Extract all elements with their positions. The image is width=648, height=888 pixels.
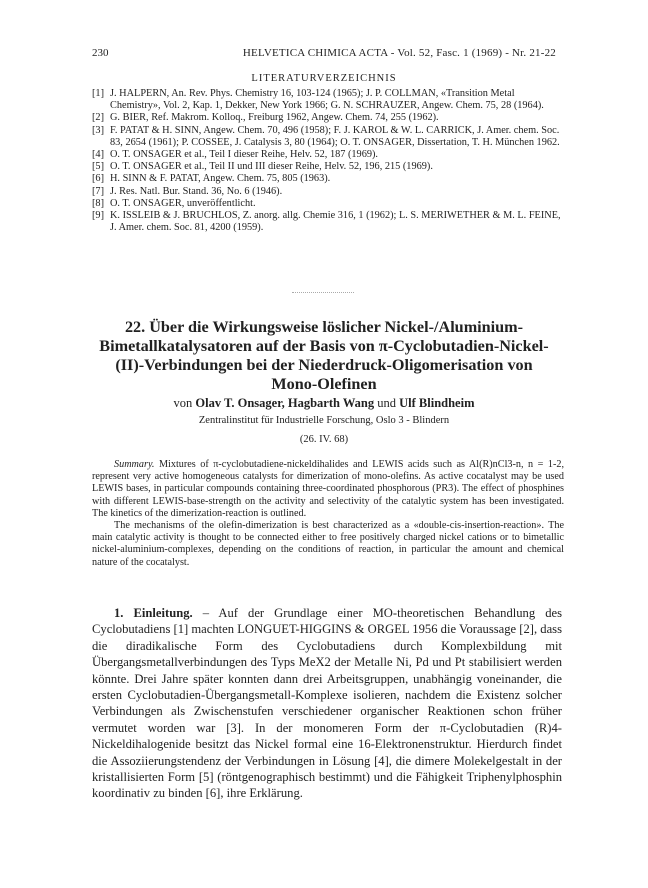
reference-number: [8] (92, 197, 105, 209)
reference-number: [2] (92, 112, 105, 124)
reference-text: O. T. ONSAGER, unveröffentlicht. (110, 197, 256, 209)
reference-item (92, 88, 562, 112)
reference-number: [5] (92, 161, 105, 173)
affiliation: Zentralinstitut für Industrielle Forschung, Oslo 3 - Blindern (198, 415, 450, 426)
reference-number: [9] (92, 210, 105, 222)
reference-item (92, 112, 562, 124)
article-title: 22. Über die Wirkungsweise löslicher Nickel-/Aluminium-Bimetallkatalysatoren auf der Basis von π-Cyclobutadien-Nickel-(II)-Verbindungen bei der Niederdruck-Oligomerisation von Mono-Olefinen (99, 318, 549, 393)
reference-number: [3] (92, 124, 105, 136)
reference-text: G. BIER, Ref. Makrom. Kolloq., Freiburg 1962, Angew. Chem. 74, 255 (1962). (110, 112, 439, 124)
reference-text: J. HALPERN, An. Rev. Phys. Chemistry 16, 103-124 (1965); J. P. COLLMAN, «Transition Metal Chemistry», Vol. 2, Kap. 1, Dekker, New York 1966; G. N. SCHRAUZER, Angew. Chem. 75, 28 (1964). (110, 88, 544, 112)
reference-item (92, 173, 562, 185)
summary-label: Summary. (114, 459, 155, 470)
reference-item (92, 198, 562, 210)
summary-text: Mixtures of π-cyclobutadiene-nickeldihalides and LEWIS acids such as Al(R)nCl3-n, n = 1-2, represent very active homogeneous catalysts for dimerization of mono-olefins. As active cocatalyst may be used LEWIS bases, in particular compounds containing three-coordinated phosphorous (PR3). The effect of phosphines with different LEWIS-base-strength on the activity and selectivity of the catalytic system has been investigated. The kinetics of the dimerization-reaction is outlined. (92, 459, 564, 519)
journal-header: HELVETICA CHIMICA ACTA - Vol. 52, Fasc. 1 (1969) - Nr. 21-22 (242, 47, 556, 59)
body-paragraph (92, 605, 562, 802)
received-date: (26. IV. 68) (299, 434, 349, 445)
reference-text: H. SINN & F. PATAT, Angew. Chem. 75, 805 (1963). (110, 173, 331, 185)
byline-prefix: von (173, 396, 193, 410)
section-divider (292, 292, 354, 294)
author-last: Ulf Blindheim (399, 396, 475, 410)
author-line (92, 396, 556, 411)
summary-paragraph: The mechanisms of the olefin-dimerization is best characterized as a «double-cis-insertion-reaction». The main catalytic activity is thought to be connected either to free positively charged nickel cations or to bimetallic nickel-aluminium-complexes, depending on the conditions of reaction, in particular the amount and chemical nature of the cocatalyst. (92, 520, 564, 568)
reference-text: O. T. ONSAGER et al., Teil I dieser Reihe, Helv. 52, 187 (1969). (110, 149, 378, 161)
reference-text: F. PATAT & H. SINN, Angew. Chem. 70, 496 (1958); F. J. KAROL & W. L. CARRICK, J. Amer. chem. Soc. 83, 2654 (1961); P. COSSEE, J. Catalysis 3, 80 (1964); O. T. ONSAGER, Dissertation, T. H. München 1962. (110, 124, 560, 148)
reference-text: J. Res. Natl. Bur. Stand. 36, No. 6 (1946). (110, 185, 283, 197)
reference-text: O. T. ONSAGER et al., Teil II und III dieser Reihe, Helv. 52, 196, 215 (1969). (110, 161, 433, 173)
references-title: LITERATURVERZEICHNIS (251, 73, 397, 84)
author-names: Olav T. Onsager, Hagbarth Wang (195, 396, 375, 410)
reference-number: [6] (92, 173, 105, 185)
reference-item (92, 210, 562, 234)
reference-item (92, 125, 562, 149)
byline-and: und (377, 396, 396, 410)
reference-number: [4] (92, 149, 105, 161)
reference-item (92, 149, 562, 161)
reference-text: K. ISSLEIB & J. BRUCHLOS, Z. anorg. allg. Chemie 316, 1 (1962); L. S. MERIWETHER & M. L. FEINE, J. Amer. chem. Soc. 81, 4200 (1959). (110, 210, 561, 234)
reference-list (92, 88, 562, 234)
summary (92, 459, 564, 569)
summary-paragraph (92, 459, 564, 520)
section-heading: 1. Einleitung. (114, 606, 193, 620)
page-number: 230 (92, 47, 109, 59)
introduction-section (92, 605, 562, 802)
reference-item (92, 186, 562, 198)
body-text: – Auf der Grundlage einer MO-theoretischen Behandlung des Cyclobutadiens [1] machten LONGUET-HIGGINS & ORGEL 1956 die Voraussage [2], dass die diradikalische Form des Cyclobutadiens durch Komplexbildung mit Übergangsmetallverbindungen des Typs MeX2 der Metalle Ni, Pd und Pt stabilisiert werden könnte. Drei Jahre später konnten dann drei Arbeitsgruppen, unabhängig voneinander, die ersten Cyclobutadien-Übergangsmetall-Komplexe isolieren, nachdem die Existenz solcher Verbindungen als Zwischenstufen verschiedener organischer Reaktionen schon früher vermutet worden war [3]. In der monomeren Form der π-Cyclobutadien (R)4-Nickeldihalogenide besitzt das Nickel formal eine 16-Elektronenstruktur. Hierdurch findet die Assoziierungstendenz der Verbindungen in Lösung [4], die dimere Molekelgestalt in der kristallisierten Form [5] (röntgenographisch bestimmt) und die Fähigkeit Triphenylphosphin koordinativ zu binden [6], ihre Erklärung. (92, 606, 563, 801)
running-header (92, 47, 556, 61)
reference-number: [1] (92, 88, 105, 99)
reference-number: [7] (92, 185, 105, 197)
reference-item (92, 161, 562, 173)
